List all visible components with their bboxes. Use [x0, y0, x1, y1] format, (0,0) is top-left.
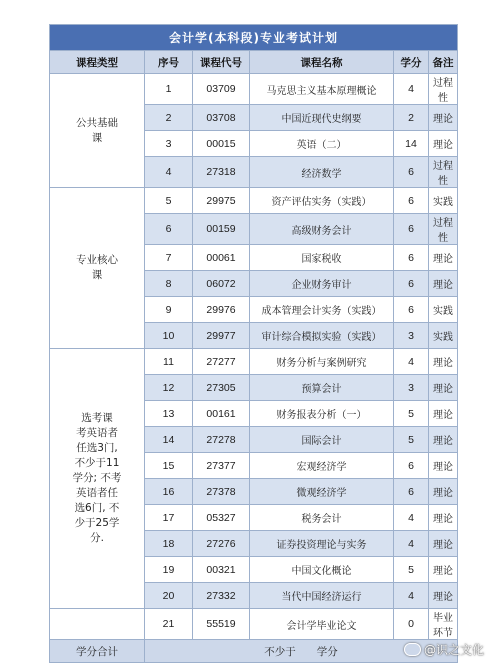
- row-number: 3: [145, 131, 193, 157]
- row-number: 20: [145, 583, 193, 609]
- credit-value: 6: [394, 188, 429, 214]
- credit-value: 4: [394, 531, 429, 557]
- note-value: 理论: [429, 583, 458, 609]
- credit-value: 6: [394, 214, 429, 245]
- plan-table-wrapper: [49, 24, 457, 663]
- course-code: 06072: [193, 271, 250, 297]
- course-code: 03709: [193, 74, 250, 105]
- note-value: 实践: [429, 323, 458, 349]
- table-title: 会计学(本科段)专业考试计划: [50, 25, 458, 51]
- course-code: 00159: [193, 214, 250, 245]
- course-name: 马克思主义基本原理概论: [250, 74, 394, 105]
- note-value: 理论: [429, 131, 458, 157]
- course-name: 国家税收: [250, 245, 394, 271]
- credit-value: 6: [394, 245, 429, 271]
- total-row: [50, 640, 458, 663]
- total-value: 不少于 学分: [145, 640, 458, 663]
- course-code: 29976: [193, 297, 250, 323]
- course-type-cell: [50, 188, 145, 349]
- table-row: [50, 188, 458, 214]
- watermark: [404, 641, 484, 658]
- note-value: 理论: [429, 375, 458, 401]
- course-name: 成本管理会计实务（实践）: [250, 297, 394, 323]
- credit-value: 5: [394, 401, 429, 427]
- course-name: 中国文化概论: [250, 557, 394, 583]
- note-value: 过程性: [429, 74, 458, 105]
- row-number: 2: [145, 105, 193, 131]
- credit-value: 4: [394, 74, 429, 105]
- note-value: 理论: [429, 479, 458, 505]
- course-code: 00015: [193, 131, 250, 157]
- row-number: 7: [145, 245, 193, 271]
- course-name: 审计综合模拟实验（实践）: [250, 323, 394, 349]
- course-code: 27377: [193, 453, 250, 479]
- course-code: 27277: [193, 349, 250, 375]
- note-value: 理论: [429, 505, 458, 531]
- note-value: 过程性: [429, 157, 458, 188]
- row-number: 6: [145, 214, 193, 245]
- table-row: [50, 349, 458, 375]
- header-course-code: 课程代号: [193, 51, 250, 74]
- row-number: 21: [145, 609, 193, 640]
- note-value: 理论: [429, 453, 458, 479]
- course-code: 27332: [193, 583, 250, 609]
- note-value: 理论: [429, 557, 458, 583]
- course-name: 资产评估实务（实践）: [250, 188, 394, 214]
- credit-value: 4: [394, 349, 429, 375]
- credit-value: 6: [394, 297, 429, 323]
- course-name: 财务分析与案例研究: [250, 349, 394, 375]
- course-code: 00161: [193, 401, 250, 427]
- credit-value: 4: [394, 583, 429, 609]
- course-type-cell: [50, 609, 145, 640]
- note-value: 理论: [429, 531, 458, 557]
- course-name: 证券投资理论与实务: [250, 531, 394, 557]
- note-value: 理论: [429, 105, 458, 131]
- row-number: 1: [145, 74, 193, 105]
- total-label: 学分合计: [50, 640, 145, 663]
- note-value: 理论: [429, 401, 458, 427]
- row-number: 15: [145, 453, 193, 479]
- table-row: [50, 74, 458, 105]
- header-number: 序号: [145, 51, 193, 74]
- row-number: 11: [145, 349, 193, 375]
- row-number: 14: [145, 427, 193, 453]
- course-name: 会计学毕业论文: [250, 609, 394, 640]
- row-number: 5: [145, 188, 193, 214]
- course-type-cell: [50, 74, 145, 188]
- credit-value: 0: [394, 609, 429, 640]
- course-type-label: 专业核心 课: [76, 254, 118, 281]
- row-number: 13: [145, 401, 193, 427]
- course-name: 国际会计: [250, 427, 394, 453]
- row-number: 19: [145, 557, 193, 583]
- exam-plan-table: [49, 24, 458, 663]
- note-value: 理论: [429, 427, 458, 453]
- header-course-type: 课程类型: [50, 51, 145, 74]
- course-name: 宏观经济学: [250, 453, 394, 479]
- course-name: 中国近现代史纲要: [250, 105, 394, 131]
- note-value: 实践: [429, 297, 458, 323]
- note-value: 理论: [429, 271, 458, 297]
- row-number: 16: [145, 479, 193, 505]
- row-number: 4: [145, 157, 193, 188]
- table-row: [50, 609, 458, 640]
- course-name: 企业财务审计: [250, 271, 394, 297]
- credit-value: 3: [394, 375, 429, 401]
- course-name: 当代中国经济运行: [250, 583, 394, 609]
- watermark-text: @识之文化: [423, 643, 484, 657]
- note-value: 毕业环节: [429, 609, 458, 640]
- row-number: 9: [145, 297, 193, 323]
- course-name: 英语（二）: [250, 131, 394, 157]
- course-code: 03708: [193, 105, 250, 131]
- course-name: 经济数学: [250, 157, 394, 188]
- credit-value: 6: [394, 271, 429, 297]
- course-code: 29975: [193, 188, 250, 214]
- course-name: 微观经济学: [250, 479, 394, 505]
- credit-value: 6: [394, 157, 429, 188]
- course-code: 29977: [193, 323, 250, 349]
- credit-value: 4: [394, 505, 429, 531]
- credit-value: 3: [394, 323, 429, 349]
- credit-value: 5: [394, 427, 429, 453]
- course-code: 55519: [193, 609, 250, 640]
- course-type-label: 公共基础 课: [76, 116, 118, 144]
- course-code: 05327: [193, 505, 250, 531]
- table-header-row: [50, 51, 458, 74]
- note-value: 理论: [429, 245, 458, 271]
- course-code: 27378: [193, 479, 250, 505]
- row-number: 17: [145, 505, 193, 531]
- credit-value: 2: [394, 105, 429, 131]
- course-name: 预算会计: [250, 375, 394, 401]
- course-code: 00321: [193, 557, 250, 583]
- course-name: 高级财务会计: [250, 214, 394, 245]
- credit-value: 6: [394, 453, 429, 479]
- course-code: 27305: [193, 375, 250, 401]
- course-code: 27278: [193, 427, 250, 453]
- course-name: 税务会计: [250, 505, 394, 531]
- table-title-row: [50, 25, 458, 51]
- course-type-label: 选考课 考英语者 任选3门, 不少于11 学分; 不考 英语者任 选6门, 不 少于25学 分.: [72, 412, 122, 544]
- course-code: 00061: [193, 245, 250, 271]
- row-number: 10: [145, 323, 193, 349]
- header-note: 备注: [429, 51, 458, 74]
- watermark-icon: [404, 643, 421, 656]
- note-value: 理论: [429, 349, 458, 375]
- course-code: 27318: [193, 157, 250, 188]
- header-course-name: 课程名称: [250, 51, 394, 74]
- course-code: 27276: [193, 531, 250, 557]
- course-type-cell: [50, 349, 145, 609]
- note-value: 实践: [429, 188, 458, 214]
- credit-value: 14: [394, 131, 429, 157]
- row-number: 8: [145, 271, 193, 297]
- row-number: 12: [145, 375, 193, 401]
- credit-value: 6: [394, 479, 429, 505]
- course-name: 财务报表分析（一）: [250, 401, 394, 427]
- row-number: 18: [145, 531, 193, 557]
- credit-value: 5: [394, 557, 429, 583]
- note-value: 过程性: [429, 214, 458, 245]
- header-credit: 学分: [394, 51, 429, 74]
